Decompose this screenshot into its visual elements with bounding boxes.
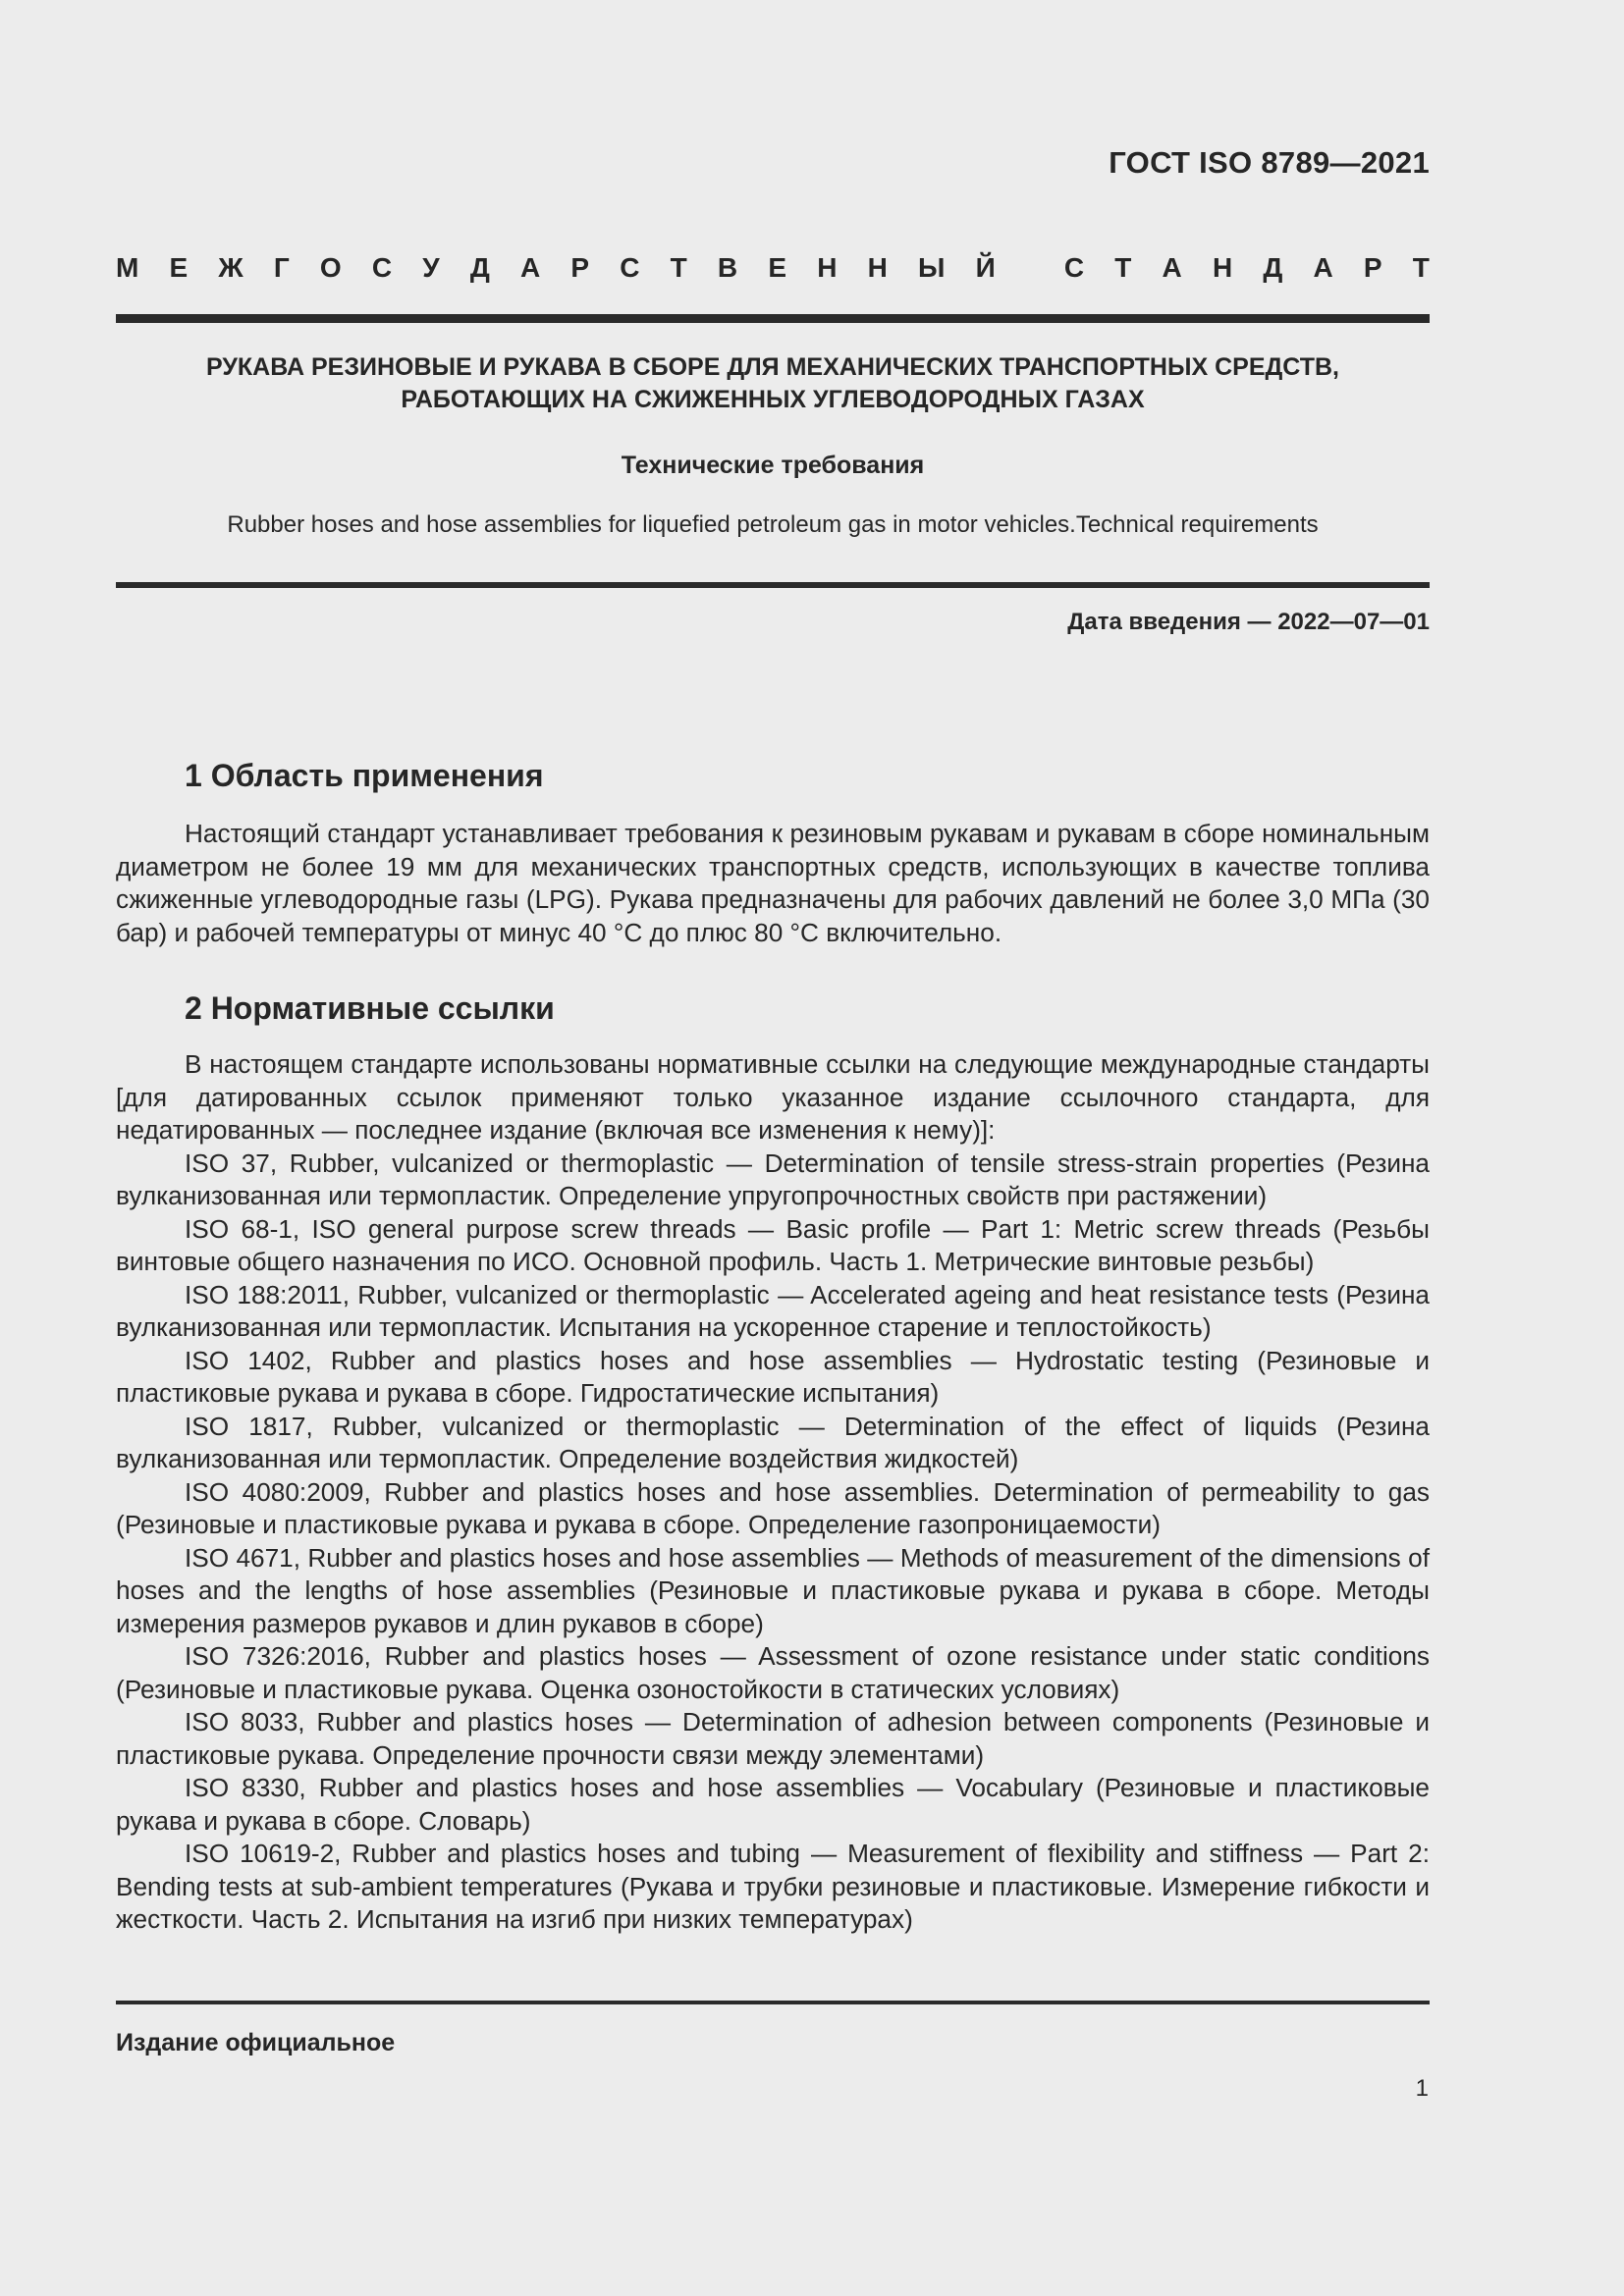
standard-kind-letter: В xyxy=(717,252,738,283)
standard-kind-letter: О xyxy=(319,252,342,283)
standard-kind-letter: У xyxy=(422,252,440,283)
section-body-scope xyxy=(116,818,1430,949)
standard-kind-letter: Е xyxy=(169,252,189,283)
reference-entry: ISO 4671, Rubber and plastics hoses and hose assemblies — Methods of measurement of the dimensions of hoses and the lengths of hose assemblies (Резиновые и пластиковые рукава и рукава в сборе. Методы измерения размеров рукавов и длин рукавов в сборе) xyxy=(116,1542,1430,1638)
standard-kind-letter: С xyxy=(371,252,393,283)
standard-kind-letter: Г xyxy=(273,252,290,283)
paragraph: Настоящий стандарт устанавливает требования к резиновым рукавам и рукавам в сборе номинальным диаметром не более 19 мм для механических транспортных средств, использующих в качестве топлива сжиженные углеводородные газы (LPG). Рукава предназначены для рабочих давлений не более 3,0 МПа (30 бар) и рабочей температуры от минус 40 °С до плюс 80 °С включительно. xyxy=(116,819,1430,947)
standard-kind-letter: Н xyxy=(817,252,838,283)
standard-kind-letter: Р xyxy=(1363,252,1382,283)
standard-kind-letter: С xyxy=(1063,252,1085,283)
standard-kind-letter: Е xyxy=(768,252,787,283)
standard-kind-letter: Й xyxy=(975,252,996,283)
title-rule xyxy=(116,582,1430,588)
reference-entry: ISO 7326:2016, Rubber and plastics hoses — Assessment of ozone resistance under static conditions (Резиновые и пластиковые рукава. Оценка озоностойкости в статических условиях) xyxy=(116,1641,1430,1704)
section-body-references xyxy=(116,1048,1430,1937)
standard-kind-letter: Т xyxy=(1412,252,1430,283)
document-title-line: РУКАВА РЕЗИНОВЫЕ И РУКАВА В СБОРЕ ДЛЯ МЕХАНИЧЕСКИХ ТРАНСПОРТНЫХ СРЕДСТВ, xyxy=(205,353,1340,381)
paragraph: В настоящем стандарте использованы нормативные ссылки на следующие международные стандарты [для датированных ссылок применяют только указанное издание ссылочного стандарта, для недатированных — последнее издание (включая все изменения к нему)]: xyxy=(116,1049,1430,1145)
document-title xyxy=(116,351,1430,416)
section-heading-references: 2 Нормативные ссылки xyxy=(185,990,555,1026)
standard-kind-letter: А xyxy=(519,252,541,283)
standard-kind-letter: Н xyxy=(1212,252,1233,283)
standard-code: ГОСТ ISO 8789—2021 xyxy=(1109,145,1430,180)
standard-kind-letter: А xyxy=(1313,252,1333,283)
standard-kind-letter: Ы xyxy=(918,252,946,283)
footer-rule xyxy=(116,2001,1430,2004)
reference-entry: ISO 1817, Rubber, vulcanized or thermoplastic — Determination of the effect of liquids (Резина вулканизованная или термопластик. Определение воздействия жидкостей) xyxy=(116,1411,1430,1473)
standard-kind-letter: Т xyxy=(1114,252,1132,283)
standard-kind-heading xyxy=(116,252,1430,284)
section-heading-scope: 1 Область применения xyxy=(185,758,544,793)
document-subtitle: Технические требования xyxy=(621,452,925,479)
reference-entry: ISO 8033, Rubber and plastics hoses — Determination of adhesion between components (Резиновые и пластиковые рукава. Определение прочности связи между элементами) xyxy=(116,1707,1430,1770)
reference-entry: ISO 8330, Rubber and plastics hoses and hose assemblies — Vocabulary (Резиновые и пластиковые рукава и рукава в сборе. Словарь) xyxy=(116,1773,1430,1836)
document-title-line: РАБОТАЮЩИХ НА СЖИЖЕННЫХ УГЛЕВОДОРОДНЫХ ГАЗАХ xyxy=(401,386,1145,413)
standard-kind-letter: Н xyxy=(867,252,888,283)
reference-entry: ISO 188:2011, Rubber, vulcanized or thermoplastic — Accelerated ageing and heat resistance tests (Резина вулканизованная или термопластик. Испытания на ускоренное старение и теплостойкость) xyxy=(116,1279,1430,1342)
standard-kind-letter: Д xyxy=(1263,252,1283,283)
standard-kind-letter: А xyxy=(1162,252,1182,283)
standard-kind-letter: Ж xyxy=(218,252,244,283)
reference-entry: ISO 37, Rubber, vulcanized or thermoplastic — Determination of tensile stress-strain properties (Резина вулканизованная или термопластик. Определение упругопрочностных свойств при растяжении) xyxy=(116,1148,1430,1210)
standard-kind-letter: С xyxy=(620,252,640,283)
official-edition-label: Издание официальное xyxy=(116,2029,396,2056)
standard-kind-letter: Д xyxy=(469,252,490,283)
page-number: 1 xyxy=(1415,2075,1429,2102)
reference-entry: ISO 10619-2, Rubber and plastics hoses and tubing — Measurement of flexibility and stiffness — Part 2: Bending tests at sub-ambient temperatures (Рукава и трубки резиновые и пластиковые. Измерение гибкости и жесткости. Часть 2. Испытания на изгиб при низких температурах) xyxy=(116,1839,1430,1934)
standard-kind-gap xyxy=(1026,252,1034,284)
reference-entry: ISO 4080:2009, Rubber and plastics hoses and hose assemblies. Determination of permeability to gas (Резиновые и пластиковые рукава и рукава в сборе. Определение газопроницаемости) xyxy=(116,1476,1430,1539)
standard-kind-letter: М xyxy=(116,252,139,283)
reference-entry: ISO 1402, Rubber and plastics hoses and hose assemblies — Hydrostatic testing (Резиновые и пластиковые рукава и рукава в сборе. Гидростатические испытания) xyxy=(116,1345,1430,1408)
reference-entry: ISO 68-1, ISO general purpose screw threads — Basic profile — Part 1: Metric screw threads (Резьбы винтовые общего назначения по ИСО. Основной профиль. Часть 1. Метрические винтовые резьбы) xyxy=(116,1213,1430,1276)
english-title: Rubber hoses and hose assemblies for liquefied petroleum gas in motor vehicles.Technical requirements xyxy=(227,511,1319,538)
introduction-date: Дата введения — 2022—07—01 xyxy=(1067,609,1430,635)
standard-kind-letter: Р xyxy=(570,252,590,283)
standard-kind-letter: Т xyxy=(670,252,687,283)
header-rule xyxy=(116,314,1430,323)
